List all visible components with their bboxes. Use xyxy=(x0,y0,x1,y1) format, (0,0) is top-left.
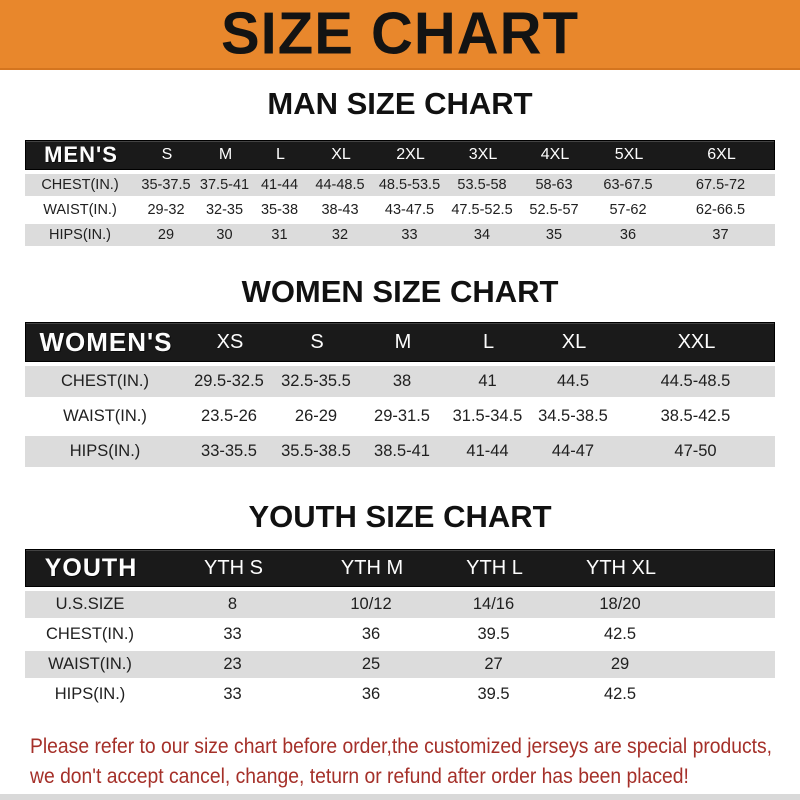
column-header: XL xyxy=(331,146,351,163)
row-label: HIPS(IN.) xyxy=(69,442,141,460)
cell-value: 57-62 xyxy=(609,202,647,218)
table-row xyxy=(25,366,775,397)
cell-value: 37 xyxy=(712,227,729,243)
table-header-row xyxy=(25,549,775,587)
section-men xyxy=(0,86,800,246)
cell-value: 36 xyxy=(361,685,381,703)
footer-note-line2: we don't accept cancel, change, teturn or refund after order has been placed! xyxy=(30,765,689,788)
column-header: 6XL xyxy=(707,146,736,163)
table-title-men: MEN'S xyxy=(44,142,118,167)
cell-value: 39.5 xyxy=(477,685,510,703)
cell-value: 33 xyxy=(223,685,242,703)
cell-value: 38.5-41 xyxy=(374,442,430,460)
cell-value: 33-35.5 xyxy=(201,442,257,460)
table-row xyxy=(25,224,775,246)
cell-value: 31.5-34.5 xyxy=(452,407,523,425)
cell-value: 48.5-53.5 xyxy=(378,177,441,193)
column-header: M xyxy=(394,330,412,353)
column-header: 3XL xyxy=(468,146,498,163)
cell-value: 36 xyxy=(361,625,381,643)
cell-value: 27 xyxy=(484,655,503,673)
cell-value: 52.5-57 xyxy=(529,202,579,218)
cell-value: 34.5-38.5 xyxy=(538,407,608,425)
section-women xyxy=(0,274,800,467)
column-header: S xyxy=(161,146,173,163)
column-header: YTH M xyxy=(340,556,404,579)
cell-value: 35.5-38.5 xyxy=(281,442,351,460)
cell-value: 32 xyxy=(331,227,349,243)
table-row xyxy=(25,651,775,678)
cell-value: 42.5 xyxy=(603,685,637,703)
column-header: 2XL xyxy=(396,146,425,163)
column-header: XS xyxy=(216,330,244,353)
bottom-divider xyxy=(0,794,800,800)
cell-value: 62-66.5 xyxy=(695,202,746,218)
table-row xyxy=(25,621,775,648)
cell-value: 14/16 xyxy=(472,595,515,613)
table-title-women: WOMEN'S xyxy=(39,326,173,357)
footer-note xyxy=(30,732,800,792)
cell-value: 29.5-32.5 xyxy=(194,372,264,390)
cell-value: 26-29 xyxy=(294,407,338,425)
size-table-women xyxy=(25,322,775,467)
section-heading-women: WOMEN SIZE CHART xyxy=(241,274,559,309)
cell-value: 47-50 xyxy=(674,442,717,460)
cell-value: 35 xyxy=(545,227,563,243)
cell-value: 38 xyxy=(392,372,412,390)
section-heading-men: MAN SIZE CHART xyxy=(267,86,533,121)
cell-value: 42.5 xyxy=(603,625,637,643)
column-header: YTH L xyxy=(466,556,523,579)
size-table-men xyxy=(25,140,775,246)
cell-value: 53.5-58 xyxy=(457,177,507,193)
cell-value: 25 xyxy=(361,655,381,673)
cell-value: 29-32 xyxy=(147,202,185,218)
column-header: YTH S xyxy=(204,556,263,579)
cell-value: 58-63 xyxy=(535,177,573,193)
size-table-youth xyxy=(25,549,775,708)
cell-value: 44.5-48.5 xyxy=(660,372,731,390)
table-row xyxy=(25,199,775,221)
cell-value: 39.5 xyxy=(477,625,510,643)
column-header: XXL xyxy=(677,330,716,353)
cell-value: 44.5 xyxy=(556,372,590,390)
column-header: L xyxy=(482,330,495,353)
cell-value: 47.5-52.5 xyxy=(451,202,513,218)
cell-value: 30 xyxy=(216,227,233,243)
cell-value: 31 xyxy=(271,227,288,243)
cell-value: 8 xyxy=(227,595,238,613)
cell-value: 33 xyxy=(401,227,418,243)
cell-value: 44-48.5 xyxy=(315,177,365,193)
cell-value: 37.5-41 xyxy=(199,177,250,193)
cell-value: 23 xyxy=(223,655,242,673)
table-row xyxy=(25,681,775,708)
cell-value: 41-44 xyxy=(260,177,299,193)
row-label: CHEST(IN.) xyxy=(41,177,119,193)
cell-value: 67.5-72 xyxy=(695,177,746,193)
table-header-row xyxy=(25,322,775,362)
table-row xyxy=(25,174,775,196)
section-youth xyxy=(0,499,800,708)
cell-value: 29 xyxy=(610,655,630,673)
cell-value: 38-43 xyxy=(321,202,359,218)
section-heading-youth: YOUTH SIZE CHART xyxy=(248,499,552,534)
cell-value: 41-44 xyxy=(466,442,509,460)
cell-value: 32.5-35.5 xyxy=(281,372,351,390)
cell-value: 63-67.5 xyxy=(603,177,653,193)
cell-value: 18/20 xyxy=(599,595,641,613)
row-label: CHEST(IN.) xyxy=(61,372,149,390)
column-header: L xyxy=(276,146,285,163)
cell-value: 44-47 xyxy=(551,442,595,460)
column-header: 5XL xyxy=(614,146,644,163)
column-header: 4XL xyxy=(540,146,570,163)
cell-value: 36 xyxy=(619,227,637,243)
cell-value: 34 xyxy=(473,227,491,243)
table-title-youth: YOUTH xyxy=(44,553,138,582)
cell-value: 38.5-42.5 xyxy=(660,407,731,425)
row-label: HIPS(IN.) xyxy=(48,227,112,243)
table-row xyxy=(25,401,775,432)
row-label: WAIST(IN.) xyxy=(48,655,132,673)
column-header: M xyxy=(218,146,233,163)
cell-value: 29 xyxy=(157,227,175,243)
cell-value: 29-31.5 xyxy=(374,407,430,425)
banner-title: SIZE CHART xyxy=(221,0,579,67)
cell-value: 32-35 xyxy=(205,202,244,218)
cell-value: 41 xyxy=(478,372,497,390)
row-label: HIPS(IN.) xyxy=(54,685,126,703)
row-label: CHEST(IN.) xyxy=(46,625,134,643)
row-label: WAIST(IN.) xyxy=(43,202,117,218)
table-row xyxy=(25,436,775,467)
column-header: YTH XL xyxy=(585,556,657,579)
cell-value: 23.5-26 xyxy=(201,407,257,425)
cell-value: 33 xyxy=(223,625,242,643)
size-chart-sections xyxy=(0,86,800,708)
size-chart-banner xyxy=(0,0,800,70)
row-label: WAIST(IN.) xyxy=(63,407,147,425)
column-header: XL xyxy=(561,330,587,353)
footer-note-line1: Please refer to our size chart before order,the customized jerseys are special products, xyxy=(30,735,773,758)
cell-value: 10/12 xyxy=(350,595,392,613)
cell-value: 35-37.5 xyxy=(141,177,191,193)
row-label: U.S.SIZE xyxy=(55,595,125,613)
column-header: S xyxy=(310,330,324,353)
table-header-row xyxy=(25,140,775,170)
cell-value: 43-47.5 xyxy=(384,202,435,218)
table-row xyxy=(25,591,775,618)
cell-value: 35-38 xyxy=(260,202,299,218)
